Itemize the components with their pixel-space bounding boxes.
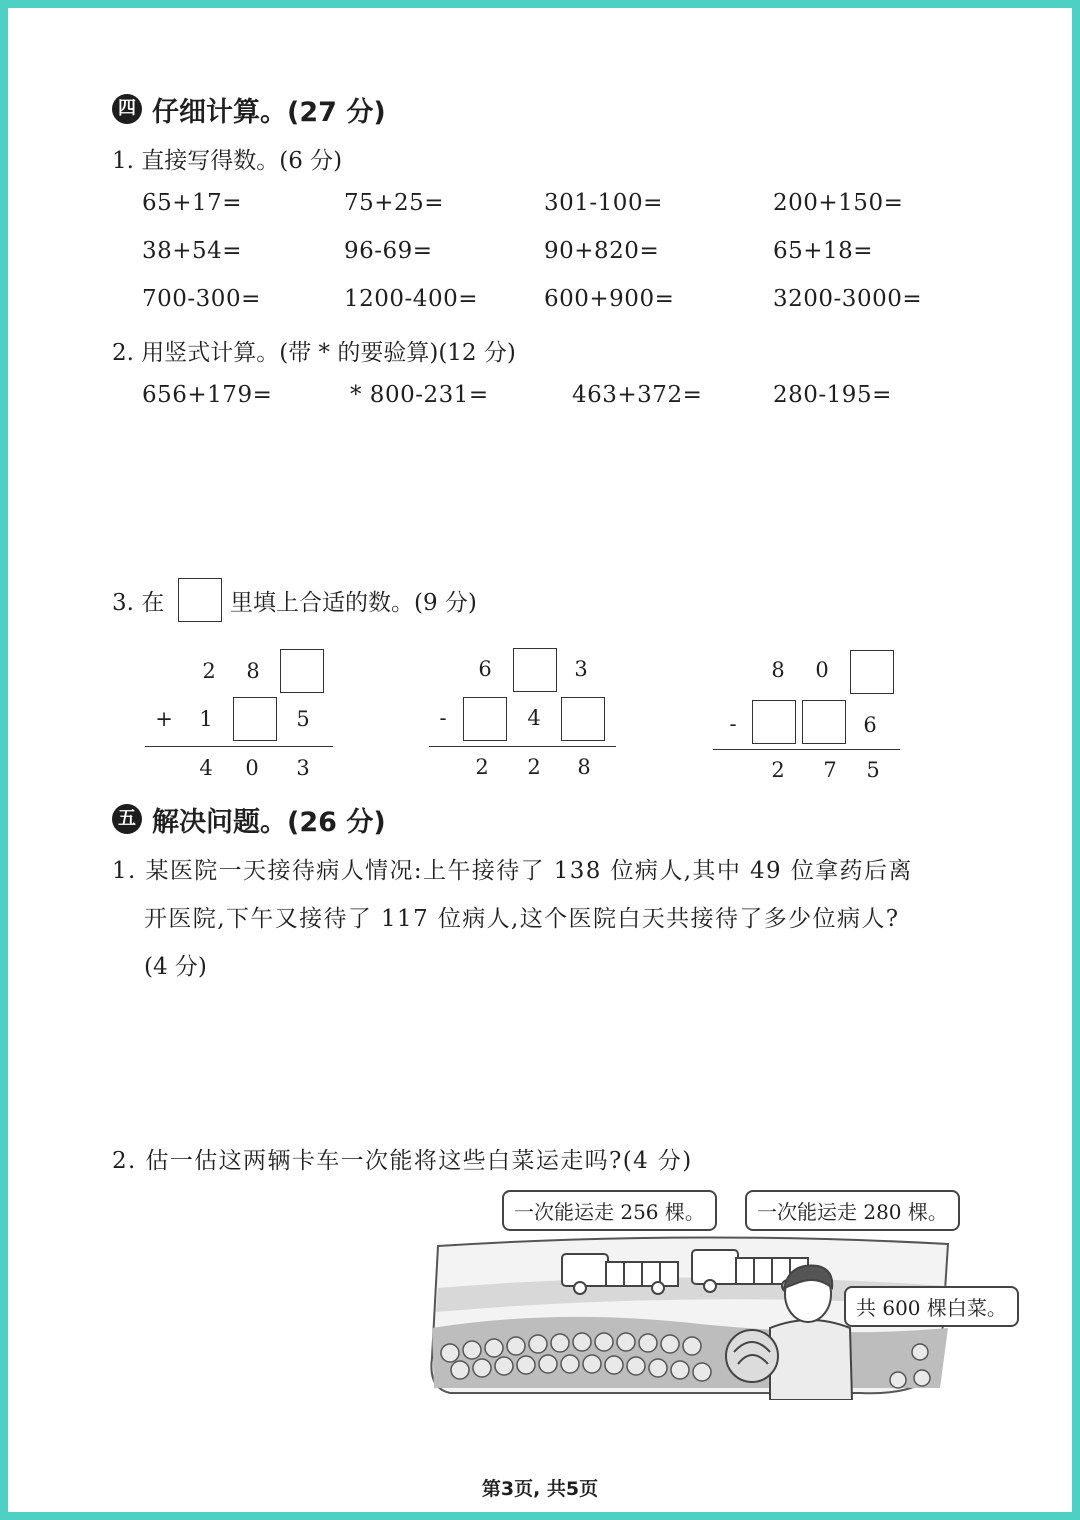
difference-line xyxy=(429,746,616,747)
calc-item: 200+150= xyxy=(773,190,904,216)
digit: 2 xyxy=(527,755,541,779)
speech-bubble-truck1: 一次能运走 256 棵。 xyxy=(502,1190,717,1231)
problem1-line1: 1. 某医院一天接待病人情况:上午接待了 138 位病人,其中 49 位拿药后离 xyxy=(112,858,913,884)
problem2-title: 2. 估一估这两辆卡车一次能将这些白菜运走吗?(4 分) xyxy=(112,1148,693,1174)
problem1-points: (4 分) xyxy=(144,954,207,980)
digit: 2 xyxy=(771,758,785,782)
answer-box[interactable] xyxy=(561,697,605,741)
answer-box[interactable] xyxy=(752,700,796,744)
q2-title: 2. 用竖式计算。(带 * 的要验算)(12 分) xyxy=(112,340,516,366)
calc-item: 75+25= xyxy=(344,190,445,216)
digit: 7 xyxy=(823,758,837,782)
vertical-calc-item: 463+372= xyxy=(572,382,703,408)
digit: 4 xyxy=(199,756,213,780)
answer-box[interactable] xyxy=(463,697,507,741)
digit: 3 xyxy=(574,657,588,681)
calc-item: 700-300= xyxy=(142,286,261,312)
digit: 8 xyxy=(577,755,591,779)
digit: 8 xyxy=(771,658,785,682)
sample-answer-box xyxy=(178,578,222,622)
sum-line xyxy=(145,746,333,747)
digit: 4 xyxy=(527,706,541,730)
calc-item: 1200-400= xyxy=(344,286,478,312)
digit: 0 xyxy=(245,756,259,780)
digit: 6 xyxy=(478,657,492,681)
answer-box[interactable] xyxy=(850,650,894,694)
q3-suffix: 里填上合适的数。(9 分) xyxy=(230,590,477,616)
speech-bubble-truck2: 一次能运走 280 棵。 xyxy=(745,1190,960,1231)
digit: 1 xyxy=(199,707,213,731)
section5-badge: 五 xyxy=(112,804,142,834)
digit: 0 xyxy=(815,658,829,682)
answer-box[interactable] xyxy=(233,697,277,741)
digit: 3 xyxy=(296,756,310,780)
section4-title: 仔细计算。(27 分) xyxy=(152,97,386,128)
vertical-calc-item: 656+179= xyxy=(142,382,273,408)
vertical-calc-item: 280-195= xyxy=(773,382,892,408)
plus-sign: + xyxy=(155,707,173,731)
speech-bubble-farmer: 共 600 棵白菜。 xyxy=(844,1286,1019,1327)
calc-item: 600+900= xyxy=(544,286,675,312)
calc-item: 3200-3000= xyxy=(773,286,923,312)
answer-box[interactable] xyxy=(280,649,324,693)
digit: 5 xyxy=(866,758,880,782)
calc-item: 65+17= xyxy=(142,190,243,216)
minus-sign: - xyxy=(729,712,737,736)
section4-badge: 四 xyxy=(112,94,142,124)
page-number: 第3页, 共5页 xyxy=(481,1478,599,1500)
vertical-calc-item: * 800-231= xyxy=(350,382,489,408)
minus-sign: - xyxy=(439,706,447,730)
difference-line xyxy=(713,749,900,750)
digit: 2 xyxy=(202,659,216,683)
calc-item: 38+54= xyxy=(142,238,243,264)
calc-item: 301-100= xyxy=(544,190,663,216)
q3-prefix: 3. 在 xyxy=(112,590,165,616)
calc-item: 96-69= xyxy=(344,238,433,264)
answer-box[interactable] xyxy=(802,700,846,744)
answer-box[interactable] xyxy=(513,648,557,692)
digit: 5 xyxy=(296,707,310,731)
digit: 2 xyxy=(475,755,489,779)
q1-title: 1. 直接写得数。(6 分) xyxy=(112,148,343,174)
calc-item: 65+18= xyxy=(773,238,874,264)
digit: 6 xyxy=(863,713,877,737)
problem1-line2: 开医院,下午又接待了 117 位病人,这个医院白天共接待了多少位病人? xyxy=(144,906,900,932)
section5-title: 解决问题。(26 分) xyxy=(152,807,386,838)
digit: 8 xyxy=(246,659,260,683)
calc-item: 90+820= xyxy=(544,238,660,264)
